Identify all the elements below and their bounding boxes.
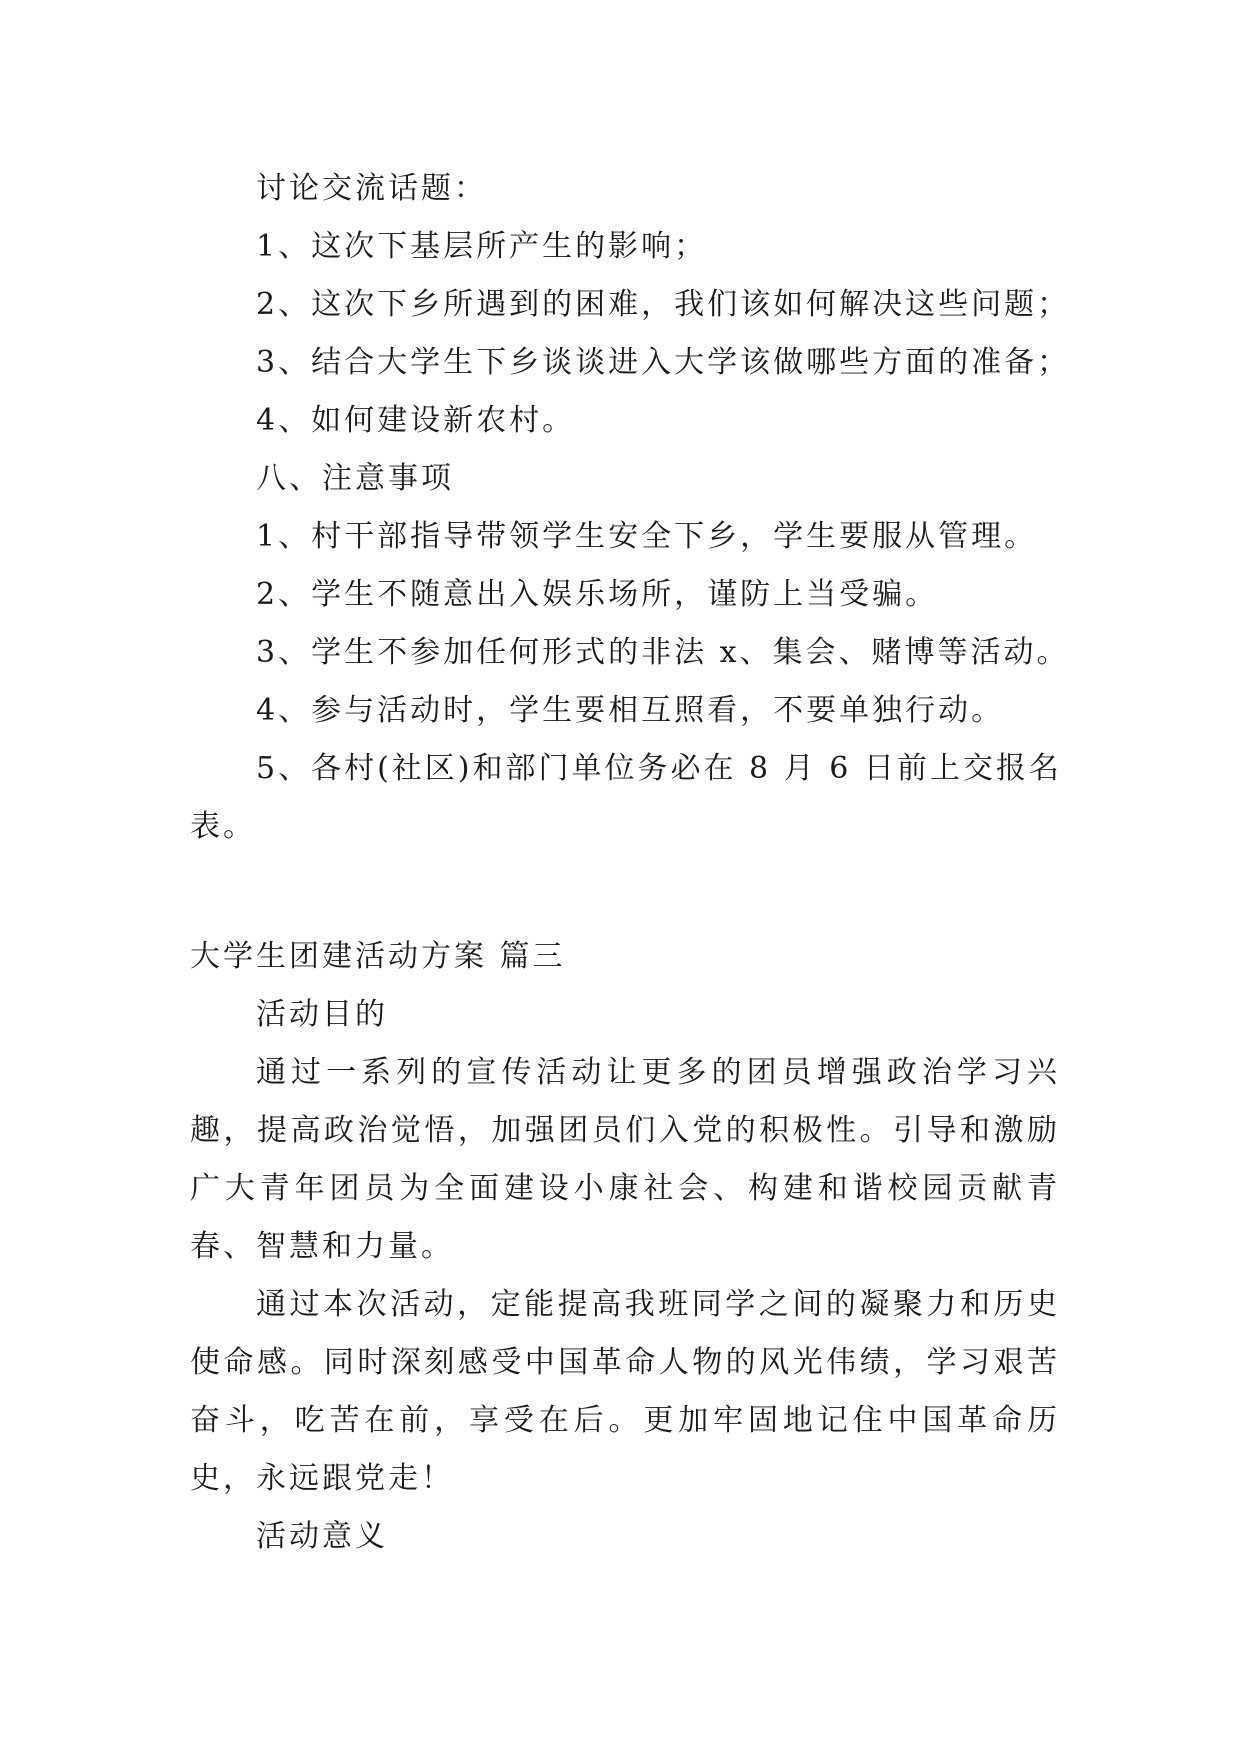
discussion-item-2: 2、这次下乡所遇到的困难，我们该如何解决这些问题； [256, 287, 1071, 322]
notes-heading: 八、注意事项 [256, 461, 454, 496]
notes-item-4: 4、参与活动时，学生要相互照看，不要单独行动。 [256, 693, 1005, 728]
purpose-paragraph-1: 通过一系列的宣传活动让更多的团员增强政治学习兴趣，提高政治觉悟，加强团员们入党的积极性。引导和激励广大青年团员为全面建设小康社会、构建和谐校园贡献青春、智慧和力量。 [190, 1055, 1060, 1264]
discussion-item-1: 1、这次下基层所产生的影响； [256, 229, 708, 264]
section-spacer [190, 856, 1060, 928]
notes-item-5-line1: 5、各村(社区)和部门单位务必在 8 月 6 日前上交报名 [256, 751, 1062, 786]
purpose-heading: 活动目的 [256, 997, 388, 1032]
section-title: 大学生团建活动方案 篇三 [190, 939, 566, 974]
significance-heading: 活动意义 [256, 1519, 388, 1554]
notes-item-5-line2: 表。 [190, 809, 256, 844]
notes-item-2: 2、学生不随意出入娱乐场所，谨防上当受骗。 [256, 577, 939, 612]
document-page [190, 160, 1071, 1566]
discussion-heading: 讨论交流话题： [256, 171, 487, 206]
notes-item-1: 1、村干部指导带领学生安全下乡，学生要服从管理。 [256, 519, 1038, 554]
notes-item-3: 3、学生不参加任何形式的非法 x、集会、赌博等活动。 [256, 635, 1070, 670]
discussion-item-4: 4、如何建设新农村。 [256, 403, 576, 438]
discussion-item-3: 3、结合大学生下乡谈谈进入大学该做哪些方面的准备； [256, 345, 1071, 380]
purpose-paragraph-2: 通过本次活动，定能提高我班同学之间的凝聚力和历史使命感。同时深刻感受中国革命人物的风光伟绩，学习艰苦奋斗，吃苦在前，享受在后。更加牢固地记住中国革命历史，永远跟党走！ [190, 1287, 1060, 1496]
